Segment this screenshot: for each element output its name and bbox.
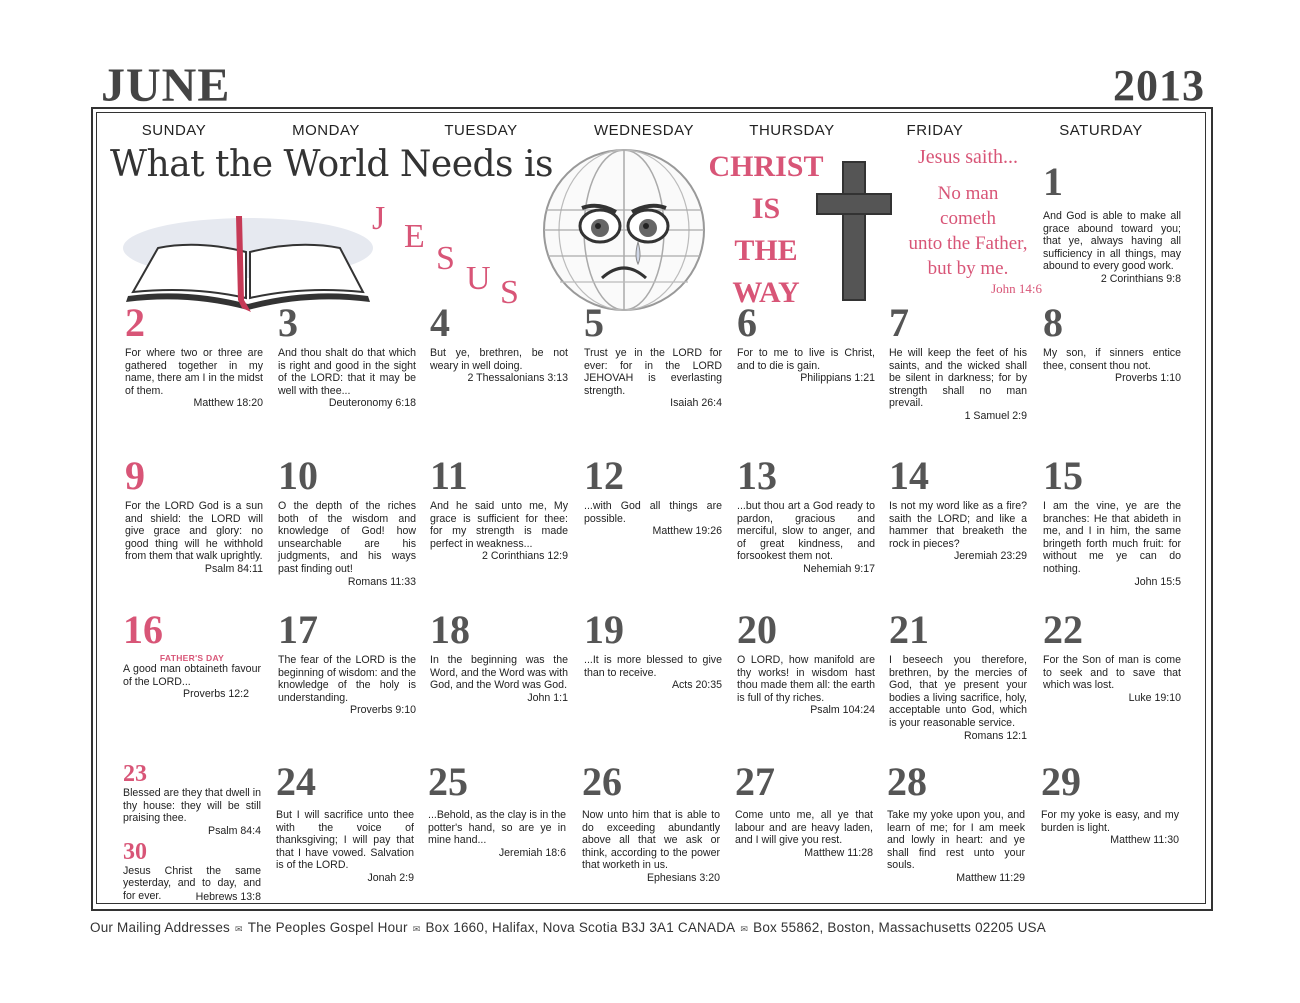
day-cell-11: [430, 453, 568, 563]
day-verse: Take my yoke upon you, and learn of me; for I am meek and lowly in heart: and ye shall find rest unto your souls.: [887, 809, 1025, 872]
year-title: 2013: [1113, 61, 1205, 110]
day-number: 11: [430, 453, 468, 498]
day-ref: Deuteronomy 6:18: [328, 397, 416, 410]
day-ref: Matthew 19:26: [652, 525, 722, 538]
day-cell-23-30: [123, 762, 261, 904]
banner-title: What the World Needs is: [110, 144, 553, 185]
day-verse: Trust ye in the LORD for ever: for in the LORD JEHOVAH is everlasting strength.: [584, 347, 722, 397]
day-verse: For to me to live is Christ, and to die is gain.: [737, 347, 875, 372]
day-number: 17: [278, 607, 318, 652]
day-cell-25: [428, 759, 566, 860]
day-number: 6: [737, 300, 757, 345]
day-number: 4: [430, 300, 450, 345]
christ-line-3: THE: [734, 234, 798, 267]
day-cell-27: [735, 759, 873, 860]
day-ref: John 15:5: [1134, 575, 1181, 588]
day-cell-6: [737, 300, 875, 385]
quote-line-1: No man: [937, 183, 999, 204]
day-ref-23: Psalm 84:4: [208, 824, 261, 837]
jesus-saith-quote: [888, 146, 1048, 297]
jesus-letter-s: S: [436, 240, 455, 277]
day-cell-26: [582, 759, 720, 885]
day-verse: But ye, brethren, be not weary in well doing.: [430, 347, 568, 372]
weekday-monday: MONDAY: [292, 122, 360, 139]
day-number: 3: [278, 300, 298, 345]
footer-org: The Peoples Gospel Hour: [247, 920, 408, 935]
jesus-letter-s2: S: [500, 274, 519, 311]
day-number: 16: [123, 607, 163, 652]
day-number: 20: [737, 607, 777, 652]
day-number: 1: [1043, 159, 1063, 204]
day-verse: Now unto him that is able to do exceeding abundantly above all that we ask or think, according to the power that worketh in us.: [582, 809, 720, 872]
day-cell-28: [887, 759, 1025, 885]
day-verse: And thou shalt do that which is right and good in the sight of the LORD: that it may be well with thee...: [278, 347, 416, 397]
day-ref: Matthew 11:28: [804, 846, 873, 859]
day-number: 19: [584, 607, 624, 652]
day-cell-15: [1043, 453, 1181, 589]
weekday-friday: FRIDAY: [906, 122, 964, 139]
day-verse: ...but thou art a God ready to pardon, gracious and merciful, slow to anger, and of great kindness, and forsookest them not.: [737, 500, 875, 563]
day-cell-10: [278, 453, 416, 589]
day-ref: Nehemiah 9:17: [803, 562, 875, 575]
day-number: 7: [889, 300, 909, 345]
day-number: 12: [584, 453, 624, 498]
saith-heading: Jesus saith...: [918, 146, 1018, 168]
day-ref: Acts 20:35: [671, 679, 722, 692]
day-number: 13: [737, 453, 777, 498]
day-number-23: 23: [123, 761, 147, 787]
day-ref: Jeremiah 18:6: [498, 846, 566, 859]
day-ref: John 1:1: [527, 691, 568, 704]
day-cell-14: [889, 453, 1027, 563]
day-ref: Psalm 104:24: [810, 704, 875, 717]
weekday-wednesday: WEDNESDAY: [593, 122, 695, 139]
day-ref: Luke 19:10: [1128, 691, 1181, 704]
day-ref: Jonah 2:9: [367, 871, 414, 884]
weekday-sunday: SUNDAY: [141, 122, 207, 139]
day-number: 5: [584, 300, 604, 345]
day-ref: Psalm 84:11: [204, 562, 263, 575]
day-ref: Romans 12:1: [963, 729, 1027, 742]
day-number: 22: [1043, 607, 1083, 652]
day-ref: Proverbs 12:2: [183, 688, 249, 701]
day-cell-24: [276, 759, 414, 885]
day-cell-8: [1043, 300, 1181, 385]
month-title: JUNE: [101, 59, 231, 112]
day-number: 28: [887, 759, 927, 804]
jesus-letter-j: J: [372, 200, 386, 237]
weekday-thursday: THURSDAY: [749, 122, 835, 139]
day-cell-5: [584, 300, 722, 410]
day-ref: 2 Corinthians 12:9: [482, 550, 568, 563]
day-number: 24: [276, 759, 316, 804]
day-cell-19: [584, 607, 722, 692]
day-verse: I am the vine, ye are the branches: He that abideth in me, and I in him, the same bringeth forth much fruit: for without me ye can do nothing.: [1043, 500, 1181, 575]
weekday-tuesday: TUESDAY: [444, 122, 518, 139]
envelope-icon: ✉: [235, 924, 243, 934]
day-cell-2: [125, 300, 263, 410]
day-verse: O LORD, how manifold are thy works! in wisdom hast thou made them all: the earth is full of thy riches.: [737, 654, 875, 704]
day-verse: ...Behold, as the clay is in the potter's hand, so are ye in mine hand...: [428, 809, 566, 847]
christ-line-1: CHRIST: [708, 150, 824, 183]
day-verse: He will keep the feet of his saints, and the wicked shall be silent in darkness; for by strength shall no man prevail.: [889, 347, 1027, 410]
day-number: 26: [582, 759, 622, 804]
day-cell-18: [430, 607, 568, 705]
day-cell-13: [737, 453, 875, 576]
day-verse: ...It is more blessed to give than to receive.: [584, 654, 722, 679]
day-number: 18: [430, 607, 470, 652]
day-verse: O the depth of the riches both of the wisdom and knowledge of God! how unsearchable are his judgments, and his ways past finding out!: [278, 500, 416, 575]
weekday-saturday: SATURDAY: [1059, 122, 1143, 139]
day-ref: 2 Corinthians 9:8: [1100, 272, 1181, 285]
day-ref: Matthew 11:29: [956, 871, 1025, 884]
day-ref: Jeremiah 23:29: [953, 550, 1027, 563]
day-verse: My son, if sinners entice thee, consent thou not.: [1043, 347, 1181, 372]
sad-globe-icon: [540, 146, 708, 314]
day-verse: For where two or three are gathered together in my name, there am I in the midst of them.: [125, 347, 263, 397]
cross-icon: [815, 160, 895, 302]
day-ref: Philippians 1:21: [800, 372, 875, 385]
day-ref: Isaiah 26:4: [670, 397, 722, 410]
quote-line-4: but by me.: [927, 258, 1009, 279]
day-verse: The fear of the LORD is the beginning of wisdom: and the knowledge of the holy is understanding.: [278, 654, 416, 704]
day-verse: ...with God all things are possible.: [584, 500, 722, 525]
day-verse: And God is able to make all grace abound toward you; that ye, always having all sufficiency in all things, may abound to every good work.: [1043, 210, 1181, 273]
day-number: 14: [889, 453, 929, 498]
day-verse: Is not my word like as a fire? saith the LORD; and like a hammer that breaketh the rock in pieces?: [889, 500, 1027, 550]
day-verse: A good man obtaineth favour of the LORD...: [123, 663, 261, 688]
day-number: 2: [125, 300, 145, 345]
day-cell-9: [125, 453, 263, 576]
day-verse: For the Son of man is come to seek and to save that which was lost.: [1043, 654, 1181, 692]
envelope-icon: ✉: [412, 924, 421, 934]
day-ref: Matthew 11:30: [1110, 834, 1179, 847]
jesus-letter-e: E: [404, 218, 425, 255]
footer-label: Our Mailing Addresses: [90, 920, 231, 935]
day-verse-23: Blessed are they that dwell in thy house: they will be still praising thee.: [123, 787, 261, 825]
day-number: 8: [1043, 300, 1063, 345]
day-number: 29: [1041, 759, 1081, 804]
day-cell-4: [430, 300, 568, 385]
day-number: 25: [428, 759, 468, 804]
day-verse: For my yoke is easy, and my burden is light.: [1041, 809, 1179, 834]
footer-address-canada: Box 1660, Halifax, Nova Scotia B3J 3A1 CANADA: [425, 920, 736, 935]
day-ref: Proverbs 1:10: [1115, 372, 1181, 385]
day-ref-30: Hebrews 13:8: [195, 890, 261, 903]
christ-line-4: WAY: [732, 276, 800, 309]
day-cell-29: [1041, 759, 1179, 847]
day-number-30: 30: [123, 838, 147, 865]
day-cell-1: [1043, 159, 1181, 286]
day-cell-17: [278, 607, 416, 717]
day-ref: Proverbs 9:10: [350, 704, 416, 717]
open-bible-icon: [118, 200, 378, 320]
day-cell-3: [278, 300, 416, 410]
envelope-icon: ✉: [740, 924, 749, 934]
day-verse-30: Jesus Christ the same yesterday, and to day, and for ever.: [123, 864, 261, 902]
day-ref: Matthew 18:20: [193, 397, 263, 410]
quote-line-2: cometh: [940, 208, 996, 229]
mailing-addresses-footer: [90, 920, 1210, 935]
day-verse: Come unto me, all ye that labour and are heavy laden, and I will give you rest.: [735, 809, 873, 847]
christ-line-2: IS: [751, 192, 781, 225]
quote-line-3: unto the Father,: [908, 233, 1028, 254]
day-cell-12: [584, 453, 722, 538]
day-ref: Ephesians 3:20: [646, 871, 720, 884]
day-verse: For the LORD God is a sun and shield: the LORD will give grace and glory: no good thing will he withhold from them that walk uprightly.: [125, 500, 263, 563]
day-number: 9: [125, 453, 145, 498]
day-number: 15: [1043, 453, 1083, 498]
day-verse: In the beginning was the Word, and the Word was with God, and the Word was God.: [430, 654, 568, 692]
day-cell-7: [889, 300, 1027, 423]
day-verse: But I will sacrifice unto thee with the voice of thanksgiving; I will pay that that I have vowed. Salvation is of the LORD.: [276, 809, 414, 872]
footer-address-usa: Box 55862, Boston, Massachusetts 02205 USA: [753, 920, 1046, 935]
day-cell-16: [123, 607, 261, 701]
christ-is-the-way: [700, 146, 832, 314]
day-verse: And he said unto me, My grace is sufficient for thee: for my strength is made perfect in weakness...: [430, 500, 568, 550]
day-number: 27: [735, 759, 775, 804]
day-ref: Romans 11:33: [347, 575, 416, 588]
day-number: 21: [889, 607, 929, 652]
day-cell-21: [889, 607, 1027, 743]
quote-ref: John 14:6: [991, 281, 1042, 296]
jesus-letter-u: U: [466, 260, 491, 297]
holiday-label: FATHER'S DAY: [159, 653, 225, 663]
day-cell-20: [737, 607, 875, 717]
day-verse: I beseech you therefore, brethren, by the mercies of God, that ye present your bodies a living sacrifice, holy, acceptable unto God, which is your reasonable service.: [889, 654, 1027, 729]
day-ref: 2 Thessalonians 3:13: [467, 372, 568, 385]
day-ref: 1 Samuel 2:9: [964, 409, 1027, 422]
day-cell-22: [1043, 607, 1181, 705]
day-number: 10: [278, 453, 318, 498]
